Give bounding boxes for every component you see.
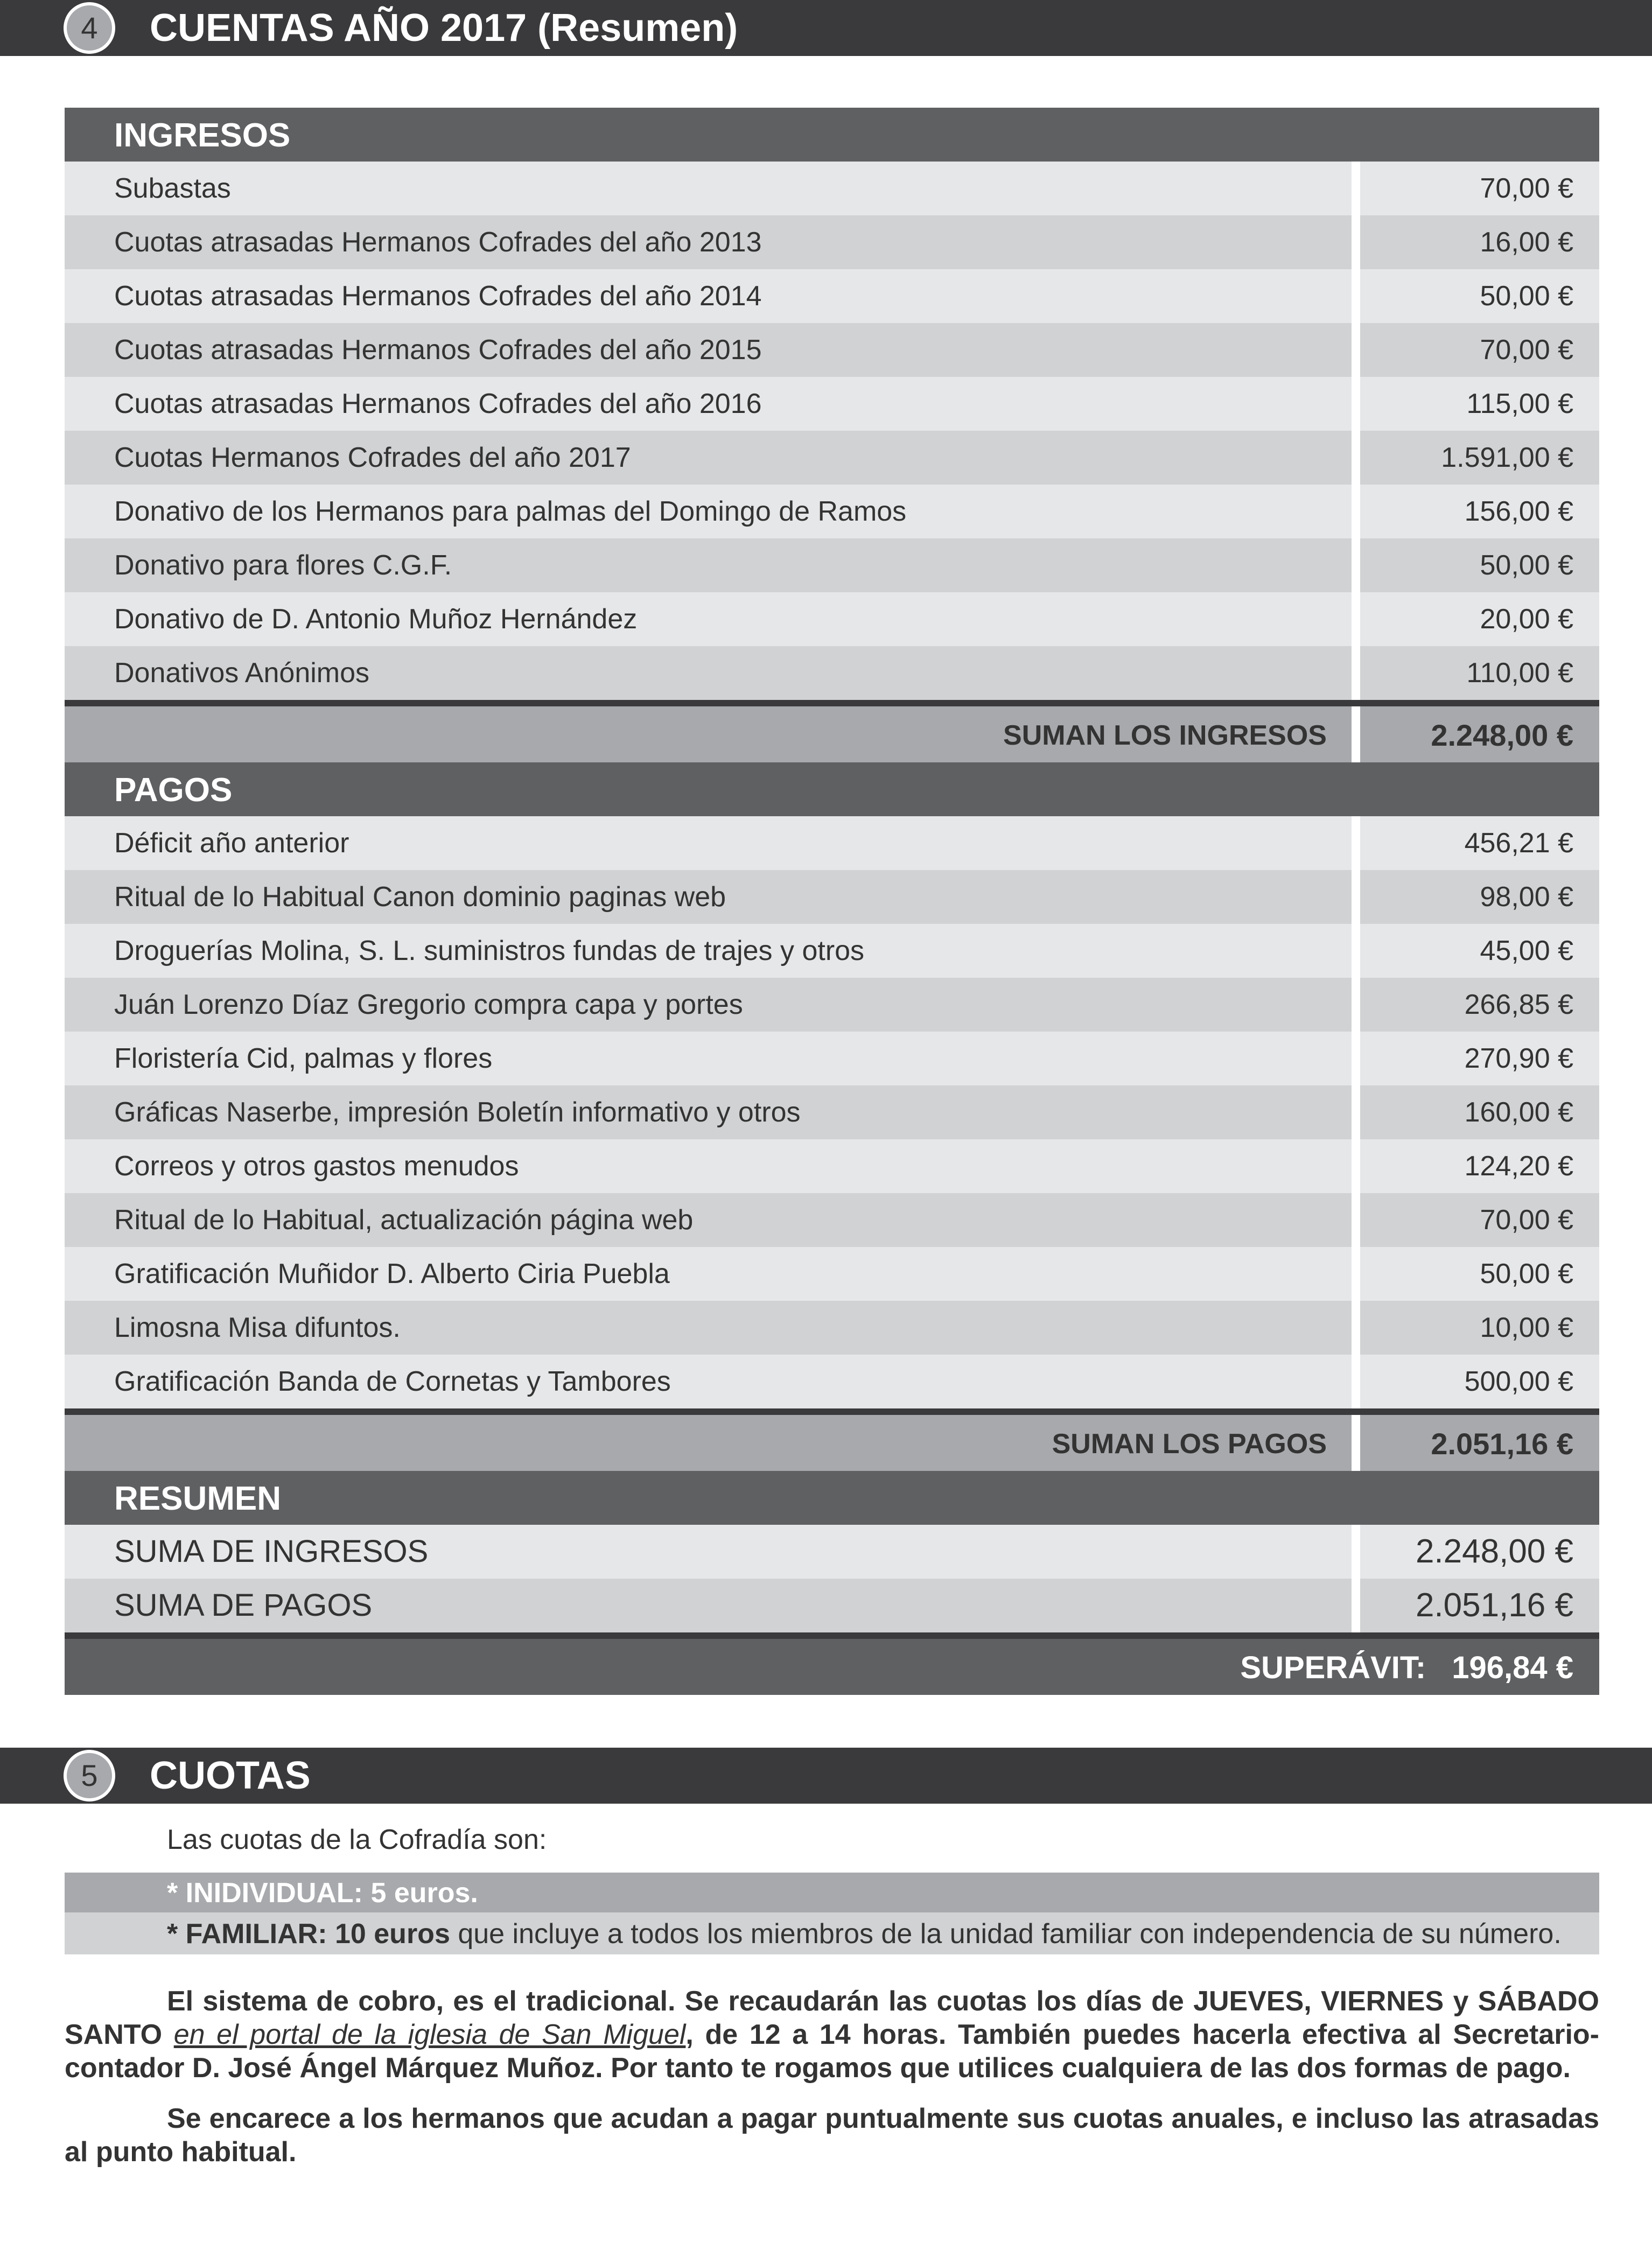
- table-row: [65, 816, 1599, 870]
- table-row: [65, 1247, 1599, 1301]
- resumen-pagos-amount: 2.051,16 €: [1415, 1587, 1573, 1624]
- resumen-ingresos-amount: 2.248,00 €: [1415, 1533, 1573, 1570]
- row-amount: 70,00 €: [1480, 173, 1573, 204]
- ingresos-header: INGRESOS: [65, 108, 1599, 162]
- resumen-header: RESUMEN: [65, 1471, 1599, 1525]
- pagos-total-row: [65, 1415, 1599, 1471]
- section-5-title: CUOTAS: [150, 1754, 311, 1797]
- payment-text-1: El sistema de cobro, es el tradicional. Se recaudarán las cuotas los días de JUEVES, VIERNES y SÁBADO SANTO: [65, 1986, 1599, 2050]
- table-row: [65, 162, 1599, 215]
- row-amount: 50,00 €: [1480, 281, 1573, 312]
- cuotas-intro: Las cuotas de la Cofradía son:: [167, 1824, 547, 1855]
- section-4-title: CUENTAS AÑO 2017 (Resumen): [150, 6, 738, 50]
- table-row: [65, 592, 1599, 646]
- table-row: [65, 215, 1599, 269]
- row-amount: 266,85 €: [1464, 989, 1573, 1020]
- pagos-total-label: SUMAN LOS PAGOS: [1052, 1428, 1327, 1460]
- section-5-header: [0, 1748, 1652, 1804]
- row-label: Droguerías Molina, S. L. suministros fundas de trajes y otros: [114, 935, 865, 966]
- ingresos-total-row: [65, 706, 1599, 762]
- table-row: [65, 431, 1599, 485]
- section-4-header: [0, 0, 1652, 56]
- table-row: [65, 1193, 1599, 1247]
- cuota-familiar: [65, 1912, 1599, 1954]
- section-4-number: 4: [64, 2, 115, 54]
- row-label: Donativo de D. Antonio Muñoz Hernández: [114, 604, 638, 635]
- row-label: Déficit año anterior: [114, 828, 349, 859]
- table-row: [65, 978, 1599, 1032]
- table-row: [65, 377, 1599, 431]
- ingresos-rows: [65, 162, 1599, 700]
- row-amount: 160,00 €: [1464, 1097, 1573, 1128]
- divider: [65, 700, 1599, 706]
- pagos-total-amount: 2.051,16 €: [1431, 1427, 1573, 1461]
- row-amount: 156,00 €: [1464, 496, 1573, 527]
- superavit-label: SUPERÁVIT:: [1240, 1650, 1426, 1685]
- table-row: [65, 538, 1599, 592]
- row-label: Ritual de lo Habitual, actualización página web: [114, 1204, 694, 1236]
- cuota-familiar-text: que incluye a todos los miembros de la unidad familiar con independencia de su número.: [450, 1918, 1562, 1950]
- row-amount: 70,00 €: [1480, 334, 1573, 366]
- row-label: Gratificación Muñidor D. Alberto Ciria Puebla: [114, 1258, 670, 1289]
- row-amount: 500,00 €: [1464, 1366, 1573, 1397]
- row-label: Donativo de los Hermanos para palmas del Domingo de Ramos: [114, 496, 907, 527]
- cuotas-content: [65, 1819, 1599, 2169]
- accounts-table: [65, 108, 1599, 1695]
- table-row: [65, 485, 1599, 538]
- row-label: Cuotas atrasadas Hermanos Cofrades del año 2014: [114, 281, 762, 312]
- table-row: [65, 924, 1599, 978]
- resumen-pagos-row: [65, 1579, 1599, 1632]
- superavit-row: [65, 1639, 1599, 1695]
- cuota-familiar-label: * FAMILIAR: 10 euros: [167, 1918, 450, 1950]
- table-row: [65, 269, 1599, 323]
- reminder-paragraph: Se encarece a los hermanos que acudan a pagar puntualmente sus cuotas anuales, e incluso las atrasadas al punto habitual.: [65, 2103, 1599, 2168]
- row-label: Limosna Misa difuntos.: [114, 1312, 401, 1343]
- table-row: [65, 646, 1599, 700]
- divider: [65, 1408, 1599, 1415]
- section-5-number: 5: [64, 1750, 115, 1802]
- row-label: Cuotas Hermanos Cofrades del año 2017: [114, 442, 631, 473]
- table-row: [65, 1139, 1599, 1193]
- table-row: [65, 1355, 1599, 1408]
- row-label: Juán Lorenzo Díaz Gregorio compra capa y portes: [114, 989, 743, 1020]
- row-amount: 50,00 €: [1480, 550, 1573, 581]
- row-amount: 10,00 €: [1480, 1312, 1573, 1343]
- row-amount: 16,00 €: [1480, 227, 1573, 258]
- row-label: Correos y otros gastos menudos: [114, 1151, 519, 1182]
- table-row: [65, 870, 1599, 924]
- divider: [65, 1632, 1599, 1639]
- row-label: Gratificación Banda de Cornetas y Tambores: [114, 1366, 671, 1397]
- row-amount: 98,00 €: [1480, 881, 1573, 913]
- row-label: Floristería Cid, palmas y flores: [114, 1043, 493, 1074]
- row-label: Cuotas atrasadas Hermanos Cofrades del año 2016: [114, 388, 762, 419]
- church-portal-text: en el portal de la iglesia de San Miguel: [173, 2019, 686, 2050]
- row-amount: 70,00 €: [1480, 1204, 1573, 1236]
- superavit-amount: 196,84 €: [1452, 1650, 1573, 1685]
- resumen-pagos-label: SUMA DE PAGOS: [114, 1588, 373, 1623]
- payment-method-paragraph: [65, 1985, 1599, 2085]
- ingresos-total-amount: 2.248,00 €: [1431, 718, 1573, 752]
- cuota-individual-text: * INIDIVIDUAL: 5 euros.: [167, 1877, 478, 1909]
- row-amount: 270,90 €: [1464, 1043, 1573, 1074]
- row-label: Donativo para flores C.G.F.: [114, 550, 452, 581]
- row-label: Donativos Anónimos: [114, 657, 370, 689]
- row-amount: 45,00 €: [1480, 935, 1573, 966]
- row-amount: 50,00 €: [1480, 1258, 1573, 1289]
- table-row: [65, 1032, 1599, 1085]
- ingresos-total-label: SUMAN LOS INGRESOS: [1003, 720, 1327, 751]
- table-row: [65, 323, 1599, 377]
- row-label: Ritual de lo Habitual Canon dominio paginas web: [114, 881, 726, 913]
- pagos-rows: [65, 816, 1599, 1408]
- row-label: Gráficas Naserbe, impresión Boletín informativo y otros: [114, 1097, 801, 1128]
- resumen-ingresos-label: SUMA DE INGRESOS: [114, 1534, 429, 1569]
- row-amount: 110,00 €: [1466, 657, 1573, 689]
- row-label: Cuotas atrasadas Hermanos Cofrades del año 2015: [114, 334, 762, 366]
- row-amount: 124,20 €: [1464, 1151, 1573, 1182]
- resumen-ingresos-row: [65, 1525, 1599, 1579]
- table-row: [65, 1085, 1599, 1139]
- table-row: [65, 1301, 1599, 1355]
- cuota-individual: [65, 1873, 1599, 1912]
- row-label: Cuotas atrasadas Hermanos Cofrades del año 2013: [114, 227, 762, 258]
- row-amount: 1.591,00 €: [1441, 442, 1573, 473]
- row-amount: 20,00 €: [1480, 604, 1573, 635]
- row-amount: 456,21 €: [1464, 828, 1573, 859]
- row-label: Subastas: [114, 173, 231, 204]
- row-amount: 115,00 €: [1466, 388, 1573, 419]
- pagos-header: PAGOS: [65, 762, 1599, 816]
- payment-text-2: , de 12 a 14 horas. También puedes hacerla efectiva al Secretario-contador D. José Ángel Márquez Muñoz. Por tanto te rogamos que utilices cualquiera de las dos formas de pago.: [65, 2019, 1600, 2084]
